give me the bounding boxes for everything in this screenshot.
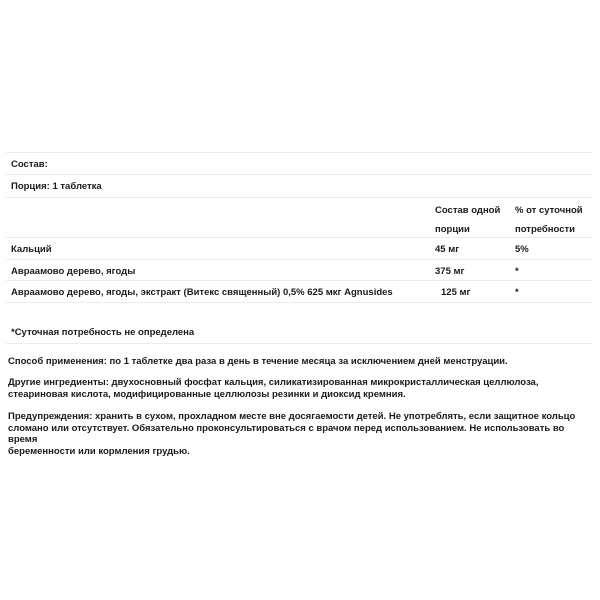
- other-ingredients-line1: Другие ингредиенты: двухосновный фосфат кальция, силикатизированная микрокристаллическая целлюлоза,: [8, 377, 539, 388]
- usage-instructions: [8, 356, 592, 368]
- warnings-line2: сломано или отсутствует. Обязательно проконсультироваться с врачом перед использованием. Не использовать во время: [8, 422, 565, 445]
- ingredient-amount: 45 мг: [435, 244, 460, 255]
- warnings-line1: Предупреждения: хранить в сухом, прохладном месте вне досягаемости детей. Не употреблять, если защитное кольцо: [8, 411, 576, 422]
- warnings-line3: беременности или кормления грудью.: [8, 445, 190, 457]
- serving-size: Порция: 1 таблетка: [11, 181, 102, 192]
- table-row: [6, 259, 592, 280]
- other-ingredients-line2: стеариновая кислота, модифицированные целлюлозы резинки и диоксид кремния.: [8, 388, 406, 400]
- ingredient-amount: 375 мг: [435, 266, 465, 277]
- footnote-row: [6, 322, 592, 344]
- usage-text: Способ применения: по 1 таблетке два раза в день в течение месяца за исключением дней менструации.: [8, 356, 508, 367]
- serving-row: [6, 174, 592, 197]
- ingredient-name: Кальций: [11, 244, 52, 255]
- composition-title: Состав:: [11, 159, 48, 170]
- ingredient-dv: *: [515, 287, 519, 298]
- header-dv-line2: потребности: [515, 224, 575, 235]
- ingredient-dv: 5%: [515, 244, 529, 255]
- ingredient-dv: *: [515, 266, 519, 277]
- composition-title-row: [6, 152, 592, 174]
- supplement-facts-table: [6, 152, 592, 303]
- warnings: [8, 411, 592, 457]
- daily-value-footnote: *Суточная потребность не определена: [11, 327, 195, 338]
- header-dv-line1: % от суточной: [515, 205, 583, 216]
- header-amount-line1: Состав одной: [435, 205, 501, 216]
- ingredient-name: Авраамово дерево, ягоды, экстракт (Витекс священный) 0,5% 625 мкг Agnusides: [11, 287, 393, 298]
- table-row: [6, 237, 592, 259]
- header-row: [6, 197, 592, 237]
- ingredient-amount: 125 мг: [441, 287, 471, 298]
- header-amount-line2: порции: [435, 224, 470, 235]
- ingredient-name: Авраамово дерево, ягоды: [11, 266, 136, 277]
- other-ingredients: [8, 377, 592, 400]
- table-row: [6, 280, 592, 303]
